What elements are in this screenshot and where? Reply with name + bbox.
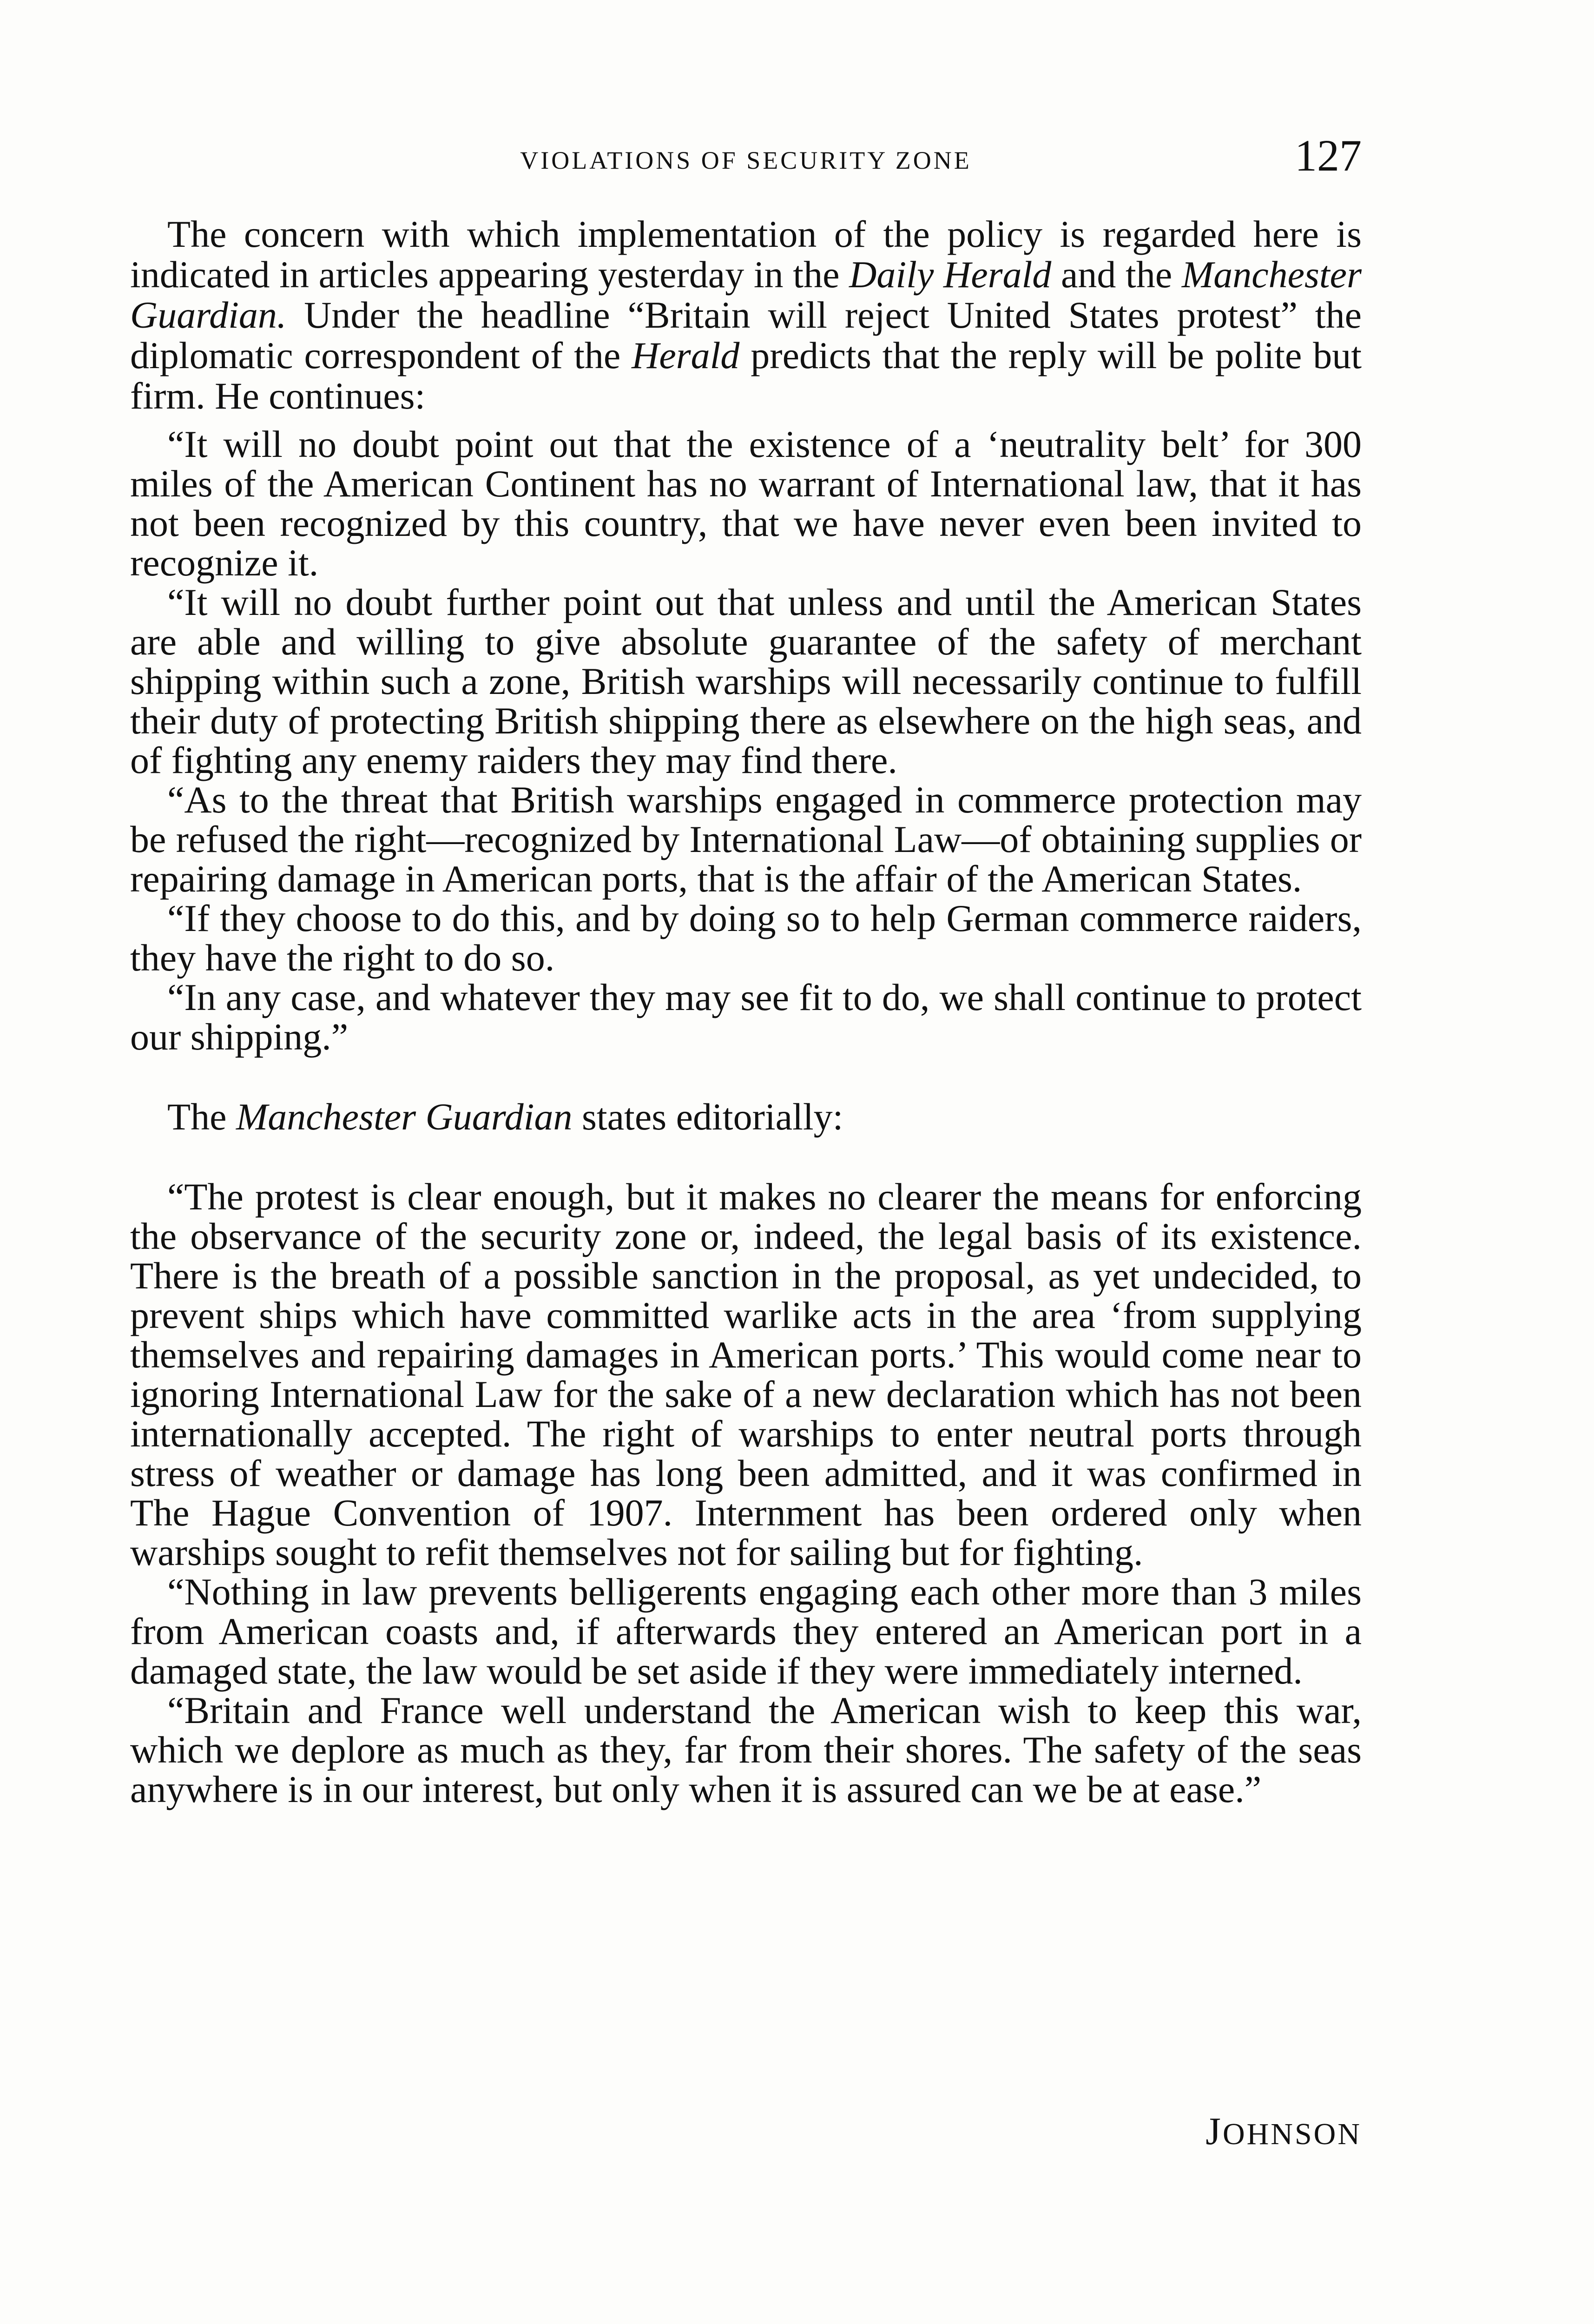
guardian-quote-paragraph: “The protest is clear enough, but it makes no clearer the means for enforcing the observance of the security zone or, indeed, the legal basis of its existence. There is the breath of a possible sanction in the proposal, as yet undecided, to prevent ships which have committed warlike acts in the area ‘from supplying themselves and repairing damages in American ports.’ This would come near to ignoring International Law for the sake of a new declaration which has not been internationally accepted. The right of warships to enter neutral ports through stress of weather or damage has long been admitted, and it was confirmed in The Hague Convention of 1907. Internment has been ordered only when warships sought to refit themselves not for sailing but for fighting. xyxy=(130,1175,1362,1573)
daily-herald-title: Daily Herald xyxy=(849,253,1052,296)
herald-title: Herald xyxy=(632,334,740,376)
herald-quote-paragraph: “In any case, and whatever they may see fit to do, we shall continue to protect our shipping.” xyxy=(130,976,1362,1058)
intro-text-1: The concern with which implementation of the policy is regarded here is indicated in articles appearing yesterday in the xyxy=(130,213,1362,296)
signature xyxy=(1205,2110,1362,2153)
running-head xyxy=(130,132,1362,184)
manchester-guardian-title: Manchester Guardian. xyxy=(130,253,1362,336)
guardian-quote-paragraph: “Britain and France well understand the American wish to keep this war, which we deplore as much as they, far from their shores. The safety of the seas anywhere is in our interest, but only when it is assured can we be at ease.” xyxy=(130,1689,1362,1810)
herald-quote-paragraph: “If they choose to do this, and by doing so to help German commerce raiders, they have the right to do so. xyxy=(130,897,1362,979)
guardian-quote-paragraph: “Nothing in law prevents belligerents engaging each other more than 3 miles from American coasts and, if afterwards they entered an American port in a damaged state, the law would be set aside if they were immediately interned. xyxy=(130,1571,1362,1692)
running-title: VIOLATIONS OF SECURITY ZONE xyxy=(520,146,972,174)
spacer xyxy=(130,1056,1362,1096)
intro-text-3: Under the headline “Britain will reject United States protest” the diplomatic correspondent of the xyxy=(130,294,1362,376)
signature-initial: J xyxy=(1205,2110,1223,2153)
guardian-intro-paragraph xyxy=(130,1096,1362,1137)
page-number: 127 xyxy=(1295,131,1362,180)
herald-quote-paragraph: “As to the threat that British warships engaged in commerce protection may be refused the right—recognized by International Law—of obtaining supplies or repairing damage in American ports, that is the affair of the American States. xyxy=(130,779,1362,900)
intro-paragraph xyxy=(130,214,1362,416)
body-text xyxy=(130,213,1362,2153)
signature-rest: OHNSON xyxy=(1222,2117,1362,2151)
guardian-intro-text-1: The xyxy=(167,1096,236,1138)
intro-text-4: predicts that the reply will be polite but firm. He continues: xyxy=(130,334,1362,417)
herald-quote-paragraph: “It will no doubt further point out that unless and until the American States are able and willing to give absolute guarantee of the safety of merchant shipping within such a zone, British warships will necessarily continue to fulfill their duty of protecting British shipping there as elsewhere on the high seas, and of fighting any enemy raiders they may find there. xyxy=(130,581,1362,781)
manchester-guardian-title: Manchester Guardian xyxy=(236,1096,573,1138)
intro-text-2: and the xyxy=(1051,253,1182,296)
spacer xyxy=(130,1137,1362,1177)
herald-quote-paragraph: “It will no doubt point out that the existence of a ‘neutrality belt’ for 300 miles of the American Continent has no warrant of International law, that it has not been recognized by this country, that we have never even been invited to recognize it. xyxy=(130,423,1362,584)
guardian-intro-text-2: states editorially: xyxy=(572,1096,843,1138)
